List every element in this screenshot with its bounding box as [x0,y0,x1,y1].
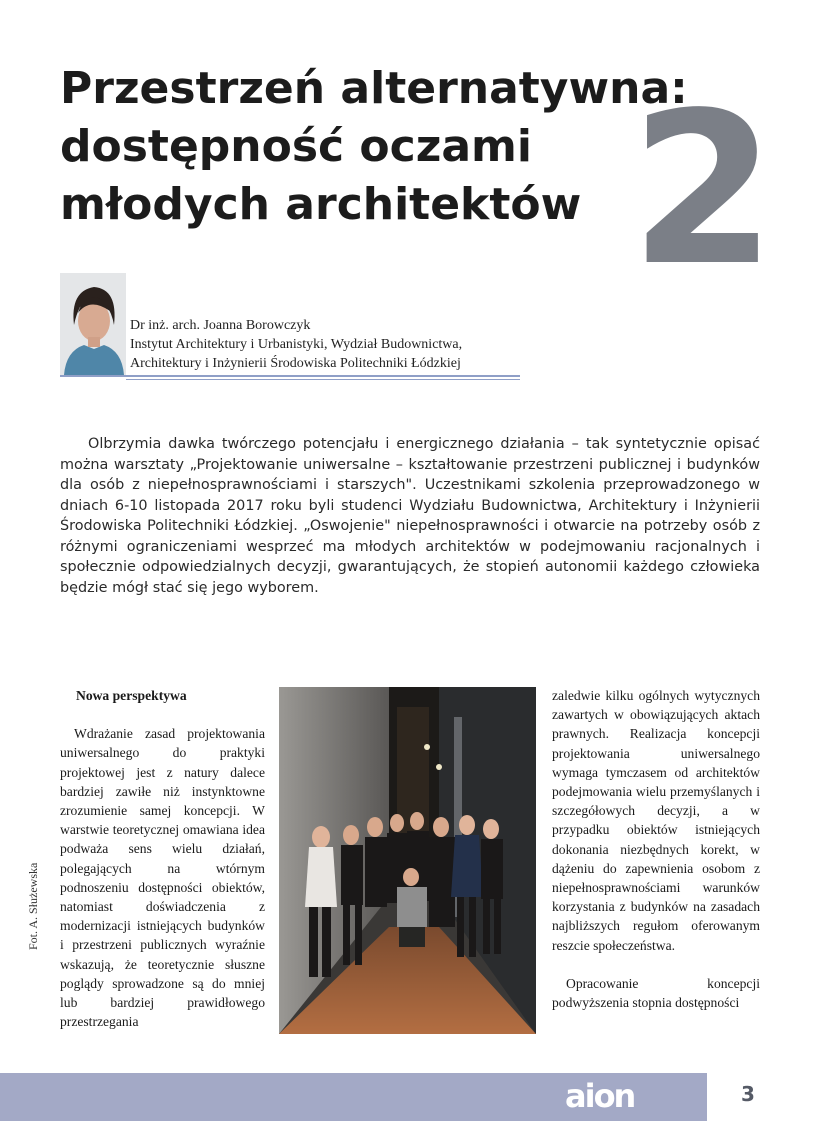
author-divider [60,375,520,377]
group-photo [279,687,536,1034]
author-affiliation-1: Instytut Architektury i Urbanistyki, Wydział Budownictwa, [130,337,463,352]
chapter-number: 2 [630,67,777,312]
photo-credit: Fot. A. Służewska [26,862,40,950]
lead-paragraph: Olbrzymia dawka twórczego potencjału i energicznego działania – tak syntetycznie opisać można warsztaty „Projektowanie uniwersalne – kształtowanie przestrzeni publicznej i budynków dla osób z niepełnosprawnościami i starszych". Uczestnikami szkolenia przeprowadzonego w dniach 6-10 listopada 2017 roku byli studenci Wydziału Budownictwa, Architektury i Inżynierii Środowiska Politechniki Łódzkiej. „Oswojenie" niepełnosprawności i otwarcie na potrzeby osób z różnymi ograniczeniami wesprzeć ma młodych architektów w podejmowaniu racjonalnych i społecznie odpowiedzialnych decyzji, gwarantujących, że stopień autonomii każdego człowieka będzie mógł stać się jego wyborem. [60,436,760,596]
aion-logo: aion [565,1077,635,1115]
author-portrait-image [60,273,126,375]
author-portrait [60,273,126,375]
author-name: Dr inż. arch. Joanna Borowczyk [130,318,311,333]
left-column-paragraph: Wdrażanie zasad projektowania uniwersalnego do praktyki projektowej jest z natury dalece bardziej zawiłe niż instynktowne zrozumienie samej koncepcji. W warstwie teoretycznej omawiana idea podważa sens wielu działań, polegających na wtórnym podnoszeniu dostępności obiektów, natomiast doświadczenia z modernizacji istniejących budynków i przestrzeni publicznych wyraźnie wskazują, że teoretycznie słuszne poglądy sprowadzone są do mniej lub bardziej prawidłowego przestrzegania [60,726,265,1030]
title-line-3: młodych architektów [60,179,582,230]
right-column-paragraph-1: zaledwie kilku ogólnych wytycznych zawartych w obowiązujących aktach prawnych. Realizacja koncepcji projektowania uniwersalnego wymaga tymczasem od architektów podejmowania wielu przemyślanych i szczegółowych decyzji, a w przypadku obiektów istniejących dokonania niezbędnych korekt, w dążeniu do zapewnienia osobom z niepełnosprawnościami warunków korzystania z budynków na zasadach najbliższych regułom oferowanym reszcie społeczeństwa. [552,688,760,953]
right-column [552,686,760,1012]
section-heading: Nowa perspektywa [76,688,187,703]
page-number: 3 [741,1082,755,1106]
right-column-paragraph-2: Opracowanie koncepcji podwyższenia stopnia dostępności [552,975,760,1011]
author-divider-thin [126,379,520,380]
title-line-2: dostępność oczami [60,121,532,172]
author-affiliation-2: Architektury i Inżynierii Środowiska Politechniki Łódzkiej [130,356,461,371]
title-line-1: Przestrzeń alternatywna: [60,63,688,114]
group-photo-image [279,687,536,1034]
author-info [130,316,525,373]
left-column [60,686,265,1031]
